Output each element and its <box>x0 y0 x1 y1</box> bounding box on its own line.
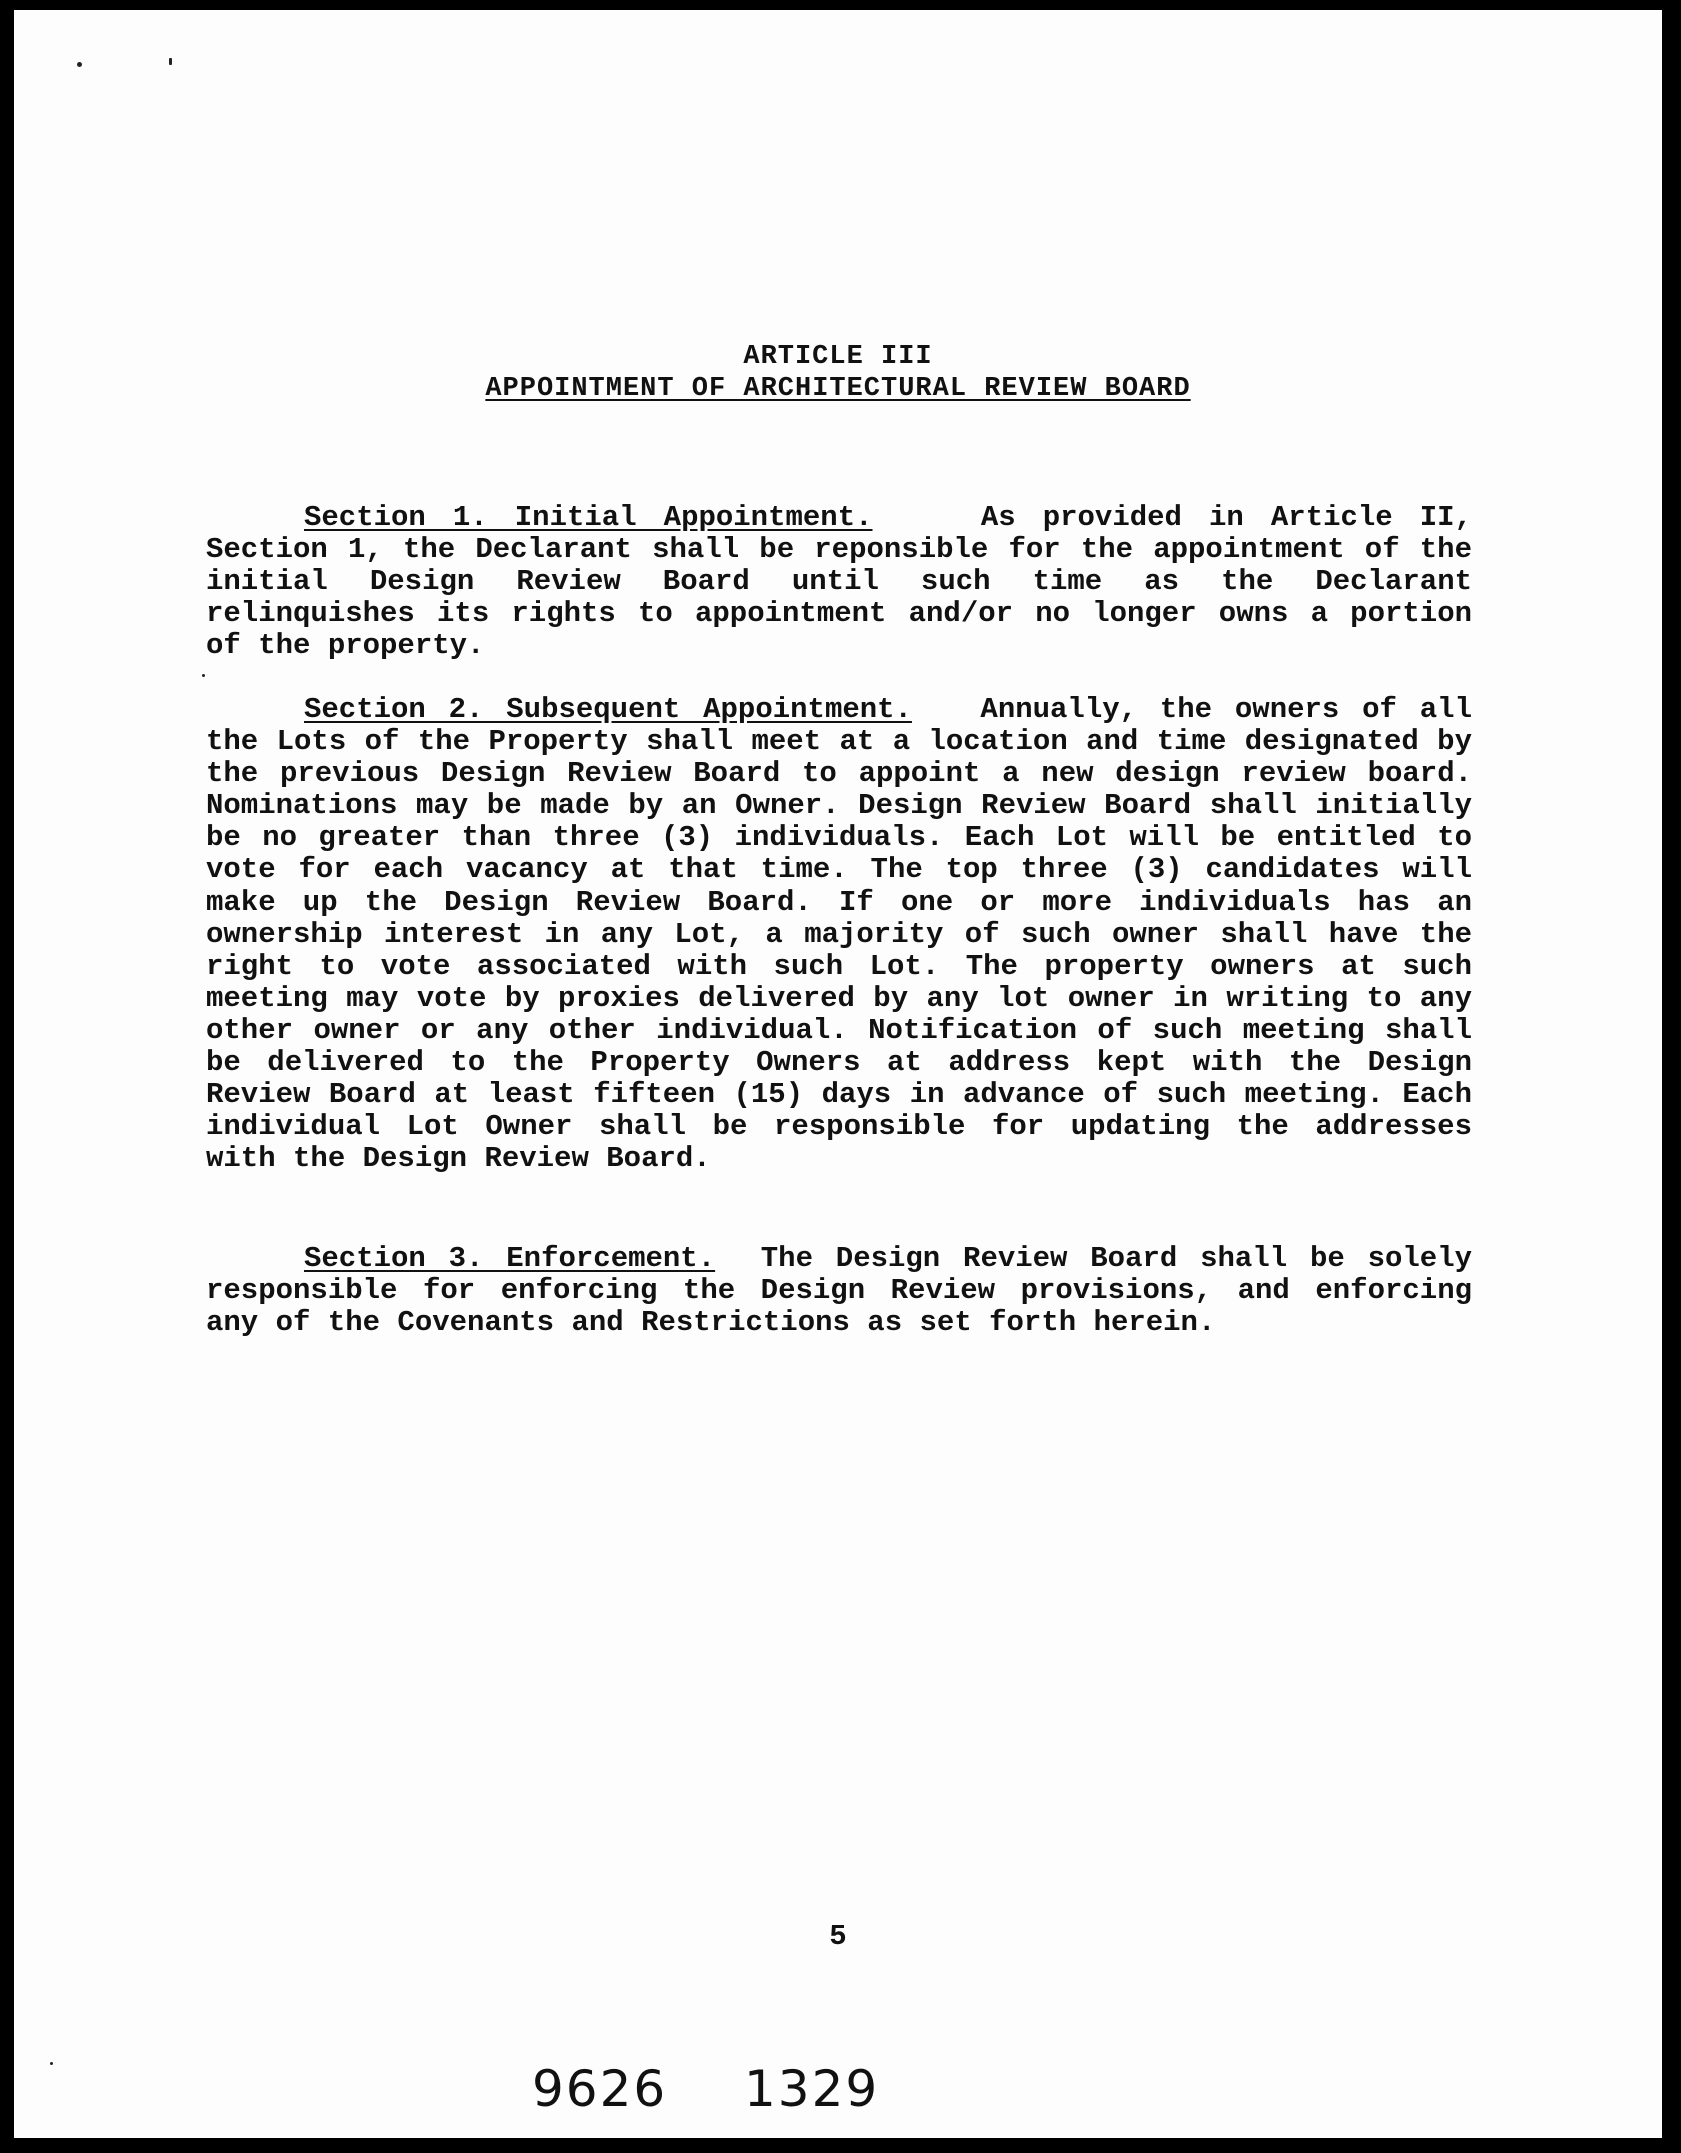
section-2 <box>206 694 1472 1175</box>
scan-speck <box>202 674 205 677</box>
page-number: 5 <box>829 1920 847 1953</box>
footer-code-right: 1329 <box>744 2060 880 2118</box>
section-3-heading: Section 3. Enforcement. <box>304 1242 716 1275</box>
section-3-body: The Design Review Board shall be solely responsible for enforcing the Design Review provisions, and enforcing any of the Covenants and Restrictions as set forth herein. <box>206 1242 1472 1340</box>
article-number: ARTICLE III <box>743 342 933 372</box>
scan-speck <box>169 58 172 65</box>
section-1 <box>206 502 1472 662</box>
article-title: APPOINTMENT OF ARCHITECTURAL REVIEW BOARD <box>485 374 1191 404</box>
section-3 <box>206 1243 1472 1339</box>
scan-speck <box>50 2062 53 2065</box>
section-1-heading: Section 1. Initial Appointment. <box>304 501 873 534</box>
document-page <box>14 10 1662 2138</box>
section-1-body: As provided in Article II, Section 1, the Declarant shall be reponsible for the appointment of the initial Design Review Board until such time as the Declarant relinquishes its rights to appointment and/or no longer owns a portion of the property. <box>206 501 1472 663</box>
section-2-heading: Section 2. Subsequent Appointment. <box>304 693 912 726</box>
footer-code-left: 9626 <box>532 2060 668 2118</box>
scan-speck <box>77 62 82 67</box>
section-2-body: Annually, the owners of all the Lots of the Property shall meet at a location and time designated by the previous Design Review Board to appoint a new design review board. Nominations may be made by an Owner. Design Review Board shall initially be no greater than three (3) individuals. Each Lot will be entitled to vote for each vacancy at that time. The top three (3) candidates will make up the Design Review Board. If one or more individuals has an ownership interest in any Lot, a majority of such owner shall have the right to vote associated with such Lot. The property owners at such meeting may vote by proxies delivered by any lot owner in writing to any other owner or any other individual. Notification of such meeting shall be delivered to the Property Owners at address kept with the Design Review Board at least fifteen (15) days in advance of such meeting. Each individual Lot Owner shall be responsible for updating the addresses with the Design Review Board. <box>206 693 1472 1176</box>
